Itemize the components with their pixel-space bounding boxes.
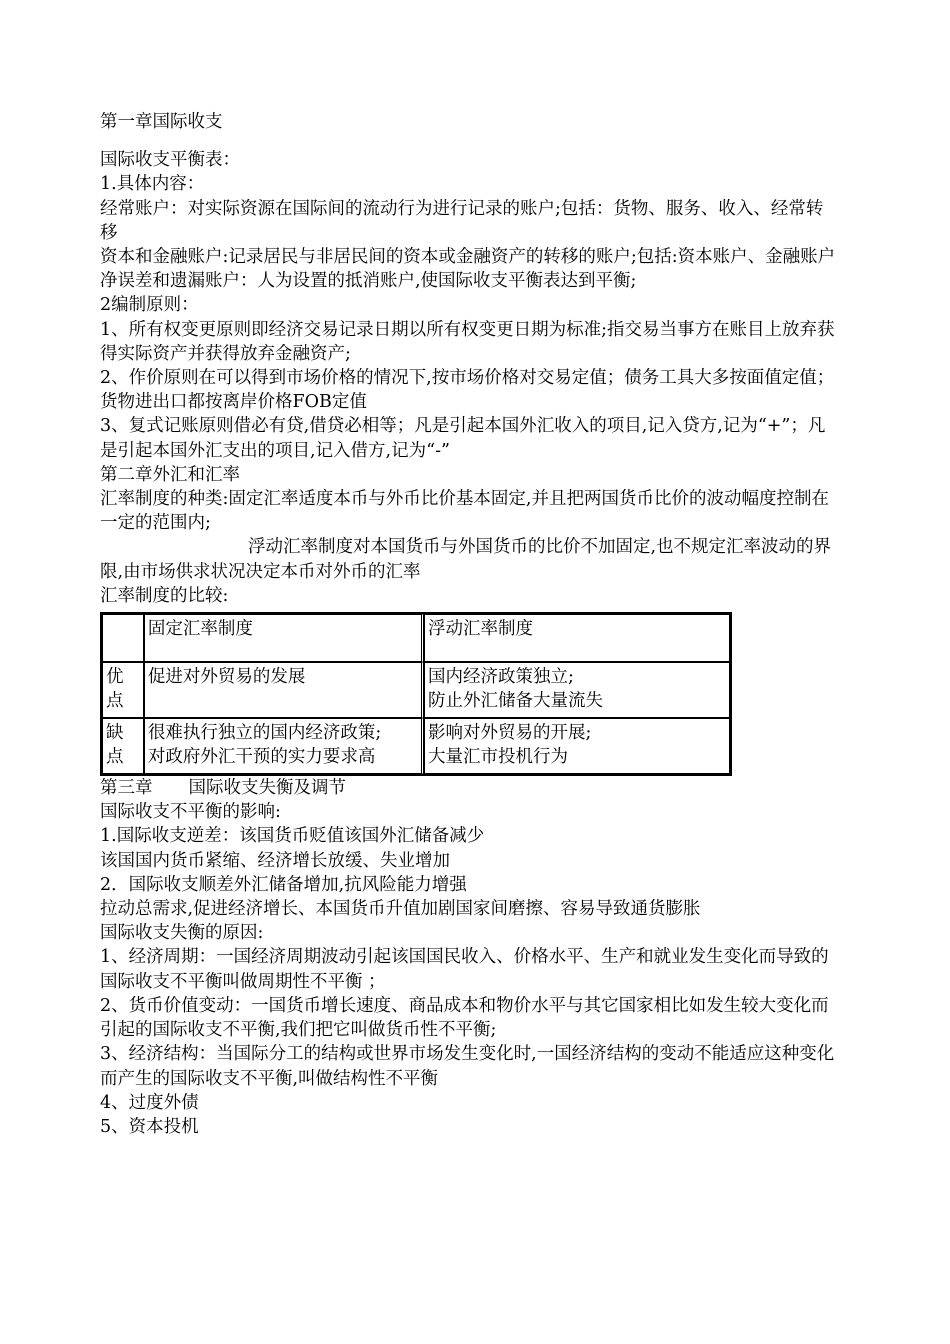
principles-heading: 2编制原则：: [100, 295, 199, 316]
document-page: [100, 110, 840, 1139]
principle-1: 1、所有权变更原则即经济交易记录日期以所有权变更日期为标准;指交易当事方在账目上放弃获得实际资产并获得放弃金融资产;: [100, 319, 835, 364]
dis-fixed-line-2: 对政府外汇干预的实力要求高: [147, 747, 376, 768]
fixed-rate-text: 汇率制度的种类:固定汇率适度本币与外币比价基本固定,并且把两国货币比价的波动幅度控制在一定的范围内;: [100, 489, 829, 534]
table-row-disadvantages: [102, 718, 730, 774]
causes-heading: 国际收支失衡的原因:: [100, 923, 264, 944]
chapter-1-title: 第一章国际收支: [100, 112, 223, 132]
table-corner-cell: [102, 614, 144, 662]
adv-floating-line-2: 防止外汇储备大量流失: [428, 691, 604, 712]
chapter-3-title: [100, 776, 840, 800]
table-row-advantages: [102, 662, 730, 718]
deficit-line-1: 1.国际收支逆差：该国货币贬值该国外汇储备减少: [100, 826, 485, 847]
cause-3: 3、经济结构：当国际分工的结构或世界市场发生变化时,一国经济结构的变动不能适应这种变化而产生的国际收支不平衡,叫做结构性不平衡: [100, 1044, 835, 1089]
floating-rate-text: 浮动汇率制度对本国货币与外国货币的比价不加固定,也不规定汇率波动的界限,由市场供求状况决定本币对外币的汇率: [100, 537, 832, 582]
adv-floating-cell: [424, 662, 730, 718]
dis-fixed-line-1: 很难执行独立的国内经济政策;: [147, 723, 382, 744]
chapter-3-name: 国际收支失衡及调节: [188, 778, 346, 799]
table-header-row: [102, 614, 730, 662]
dis-floating-line-2: 大量汇市投机行为: [428, 747, 569, 768]
chapter-2-title: 第二章外汇和汇率: [100, 464, 240, 485]
cause-1: 1、经济周期：一国经济周期波动引起该国国民收入、价格水平、生产和就业发生变化而导致的国际收支不平衡叫做周期性不平衡 ；: [100, 947, 829, 992]
capital-account-text: 资本和金融账户:记录居民与非居民间的资本或金融资产的转移的账户;包括:资本账户、金融账户: [100, 247, 836, 268]
row-label-advantages: 优点: [102, 662, 144, 718]
dis-floating-line-1: 影响对外贸易的开展;: [428, 723, 592, 744]
dis-fixed-cell: [144, 718, 424, 774]
dis-floating-cell: [424, 718, 730, 774]
header-floating-cell: 浮动汇率制度: [424, 614, 730, 662]
current-account-text: 经常账户：对实际资源在国际间的流动行为进行记录的账户;包括：货物、服务、收入、经常转移: [100, 198, 824, 243]
errors-account-text: 净误差和遗漏账户：人为设置的抵消账户,使国际收支平衡表达到平衡;: [100, 271, 637, 292]
exchange-rate-comparison-table: [100, 612, 732, 776]
principle-2: 2、作价原则在可以得到市场价格的情况下,按市场价格对交易定值；债务工具大多按面值定值；货物进出口都按离岸价格FOB定值: [100, 368, 835, 413]
header-fixed-cell: 固定汇率制度: [144, 614, 424, 662]
comparison-heading: 汇率制度的比较:: [100, 585, 229, 606]
impact-heading: 国际收支不平衡的影响:: [100, 802, 281, 823]
chapter-3-number: 第三章: [100, 778, 153, 799]
adv-fixed-cell: 促进对外贸易的发展: [144, 662, 424, 718]
cause-4: 4、过度外债: [100, 1092, 199, 1113]
cause-2: 2、货币价值变动：一国货币增长速度、商品成本和物价水平与其它国家相比如发生较大变化而引起的国际收支不平衡,我们把它叫做货币性不平衡;: [100, 995, 829, 1041]
cause-5: 5、资本投机: [100, 1116, 199, 1137]
surplus-line-2: 拉动总需求,促进经济增长、本国货币升值加剧国家间磨擦、容易导致通货膨胀: [100, 899, 701, 920]
content-heading: 1.具体内容：: [100, 174, 205, 195]
surplus-line-1: 2．国际收支顺差外汇储备增加,抗风险能力增强: [100, 874, 467, 895]
row-label-disadvantages: 缺点: [102, 718, 144, 774]
adv-floating-line-1: 国内经济政策独立;: [428, 667, 574, 688]
bop-table-heading: 国际收支平衡表：: [100, 150, 240, 171]
principle-3: 3、复式记账原则借必有贷,借贷必相等；凡是引起本国外汇收入的项目,记入贷方,记为“+”；凡是引起本国外汇支出的项目,记入借方,记为“-”: [100, 416, 826, 461]
deficit-line-2: 该国国内货币紧缩、经济增长放缓、失业增加: [100, 850, 450, 871]
